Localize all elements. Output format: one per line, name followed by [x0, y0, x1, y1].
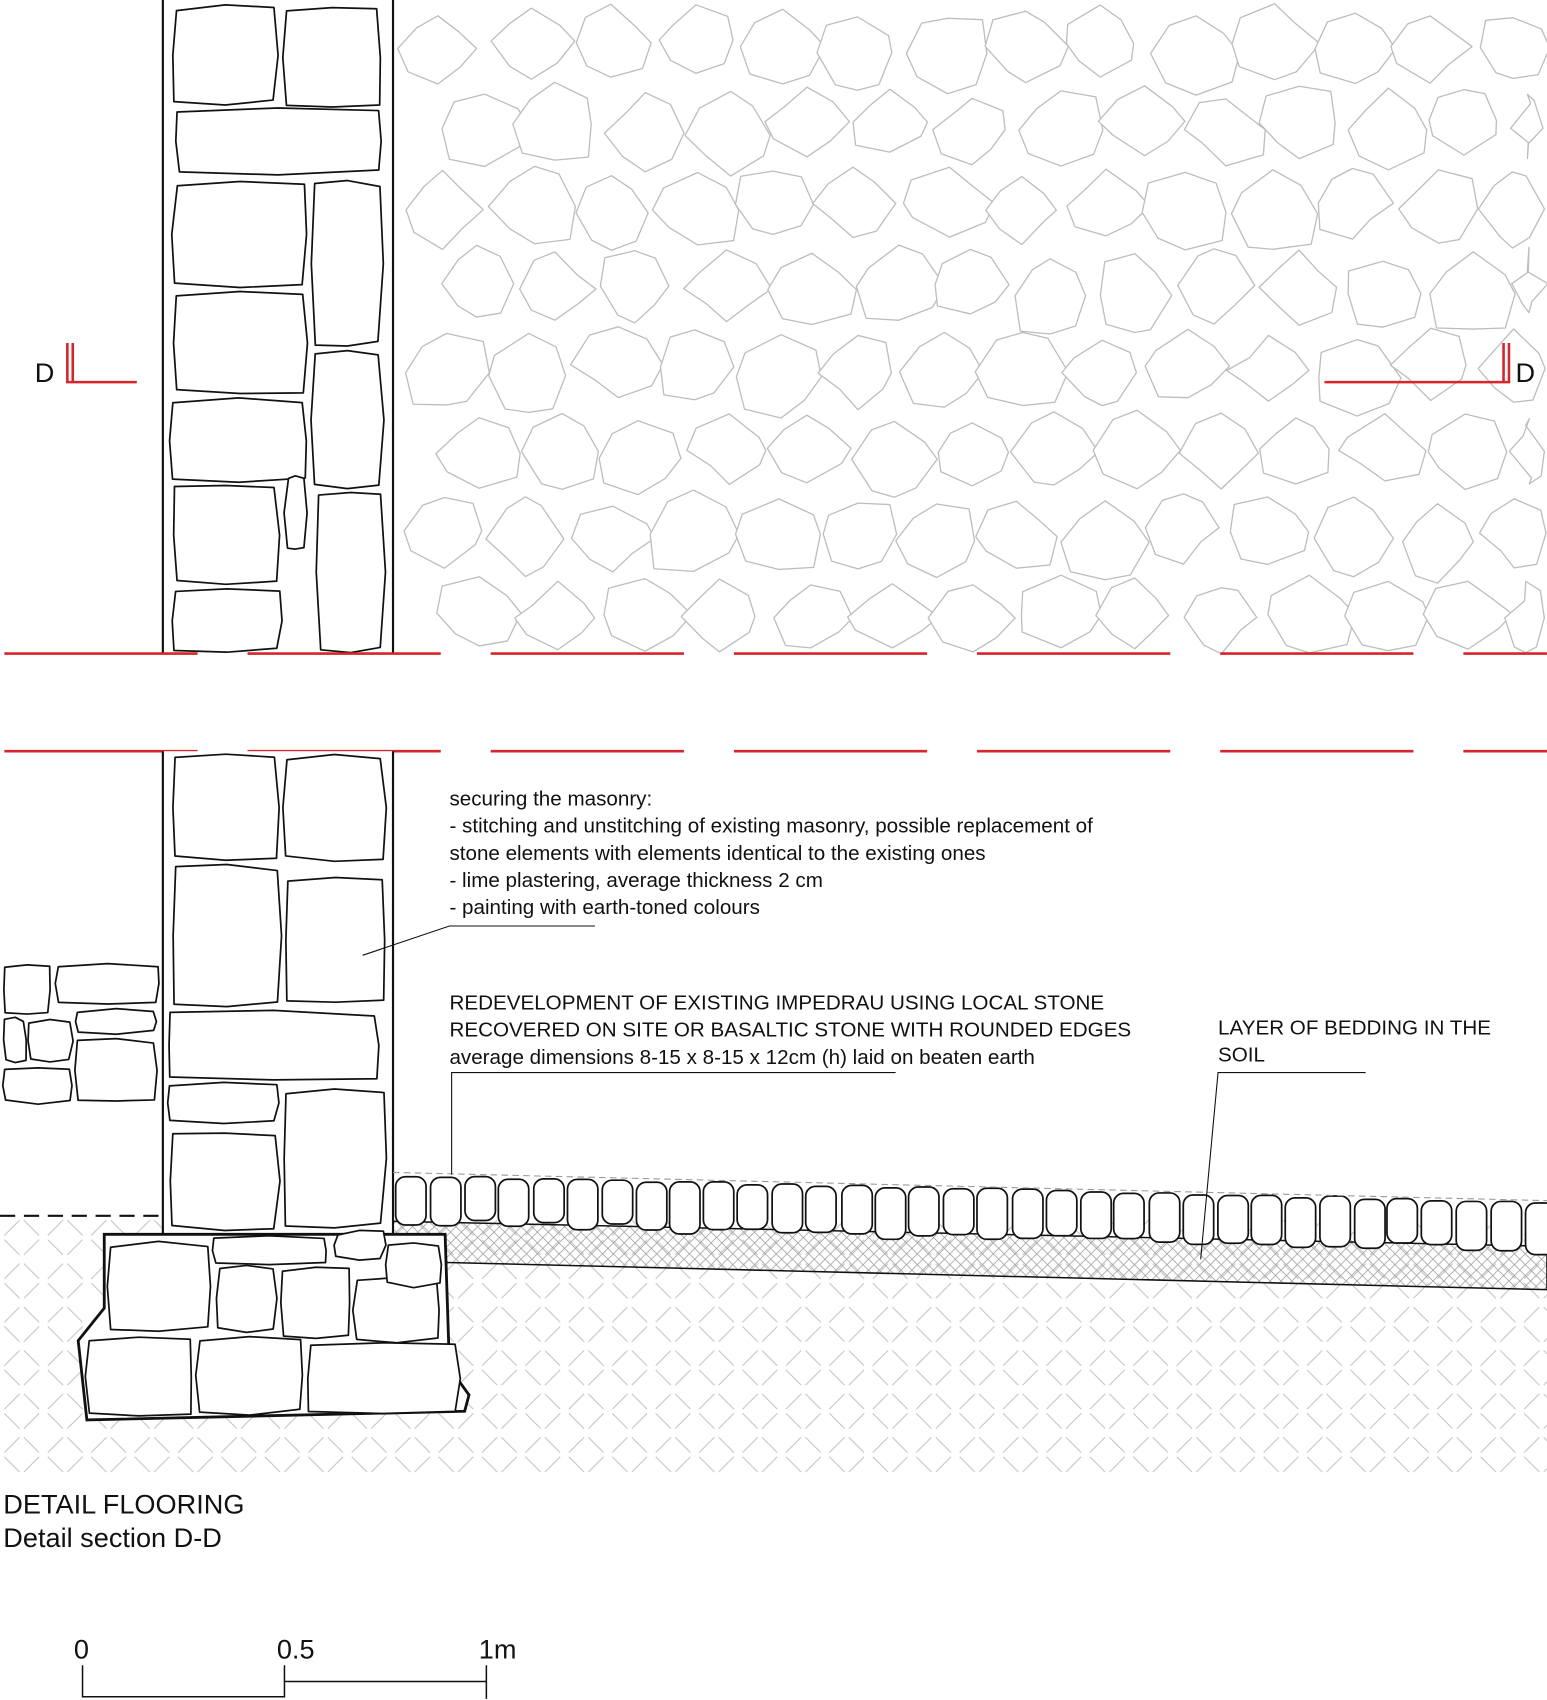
adjacent-wall-stones	[3, 964, 159, 1105]
note-line: LAYER OF BEDDING IN THE	[1218, 1016, 1491, 1040]
drawing-subtitle: Detail section D-D	[3, 1521, 222, 1553]
cobble-stone	[1081, 1192, 1111, 1238]
cobble-stone	[567, 1179, 597, 1229]
plan-stone	[1151, 16, 1240, 95]
plan-stone	[1391, 16, 1472, 83]
plan-paving-stones	[398, 4, 1547, 654]
cobble-stone	[1013, 1189, 1043, 1238]
plan-stone	[1505, 581, 1545, 652]
plan-stone	[1314, 497, 1393, 577]
scale-label-1m: 1m	[478, 1633, 517, 1665]
plan-stone	[437, 577, 521, 646]
plan-stone	[1096, 578, 1169, 649]
plan-stone	[1268, 575, 1355, 653]
plan-stone	[515, 581, 595, 649]
plan-stone	[650, 490, 739, 571]
cobble-stone	[1387, 1199, 1417, 1243]
section-label-left: D	[34, 357, 55, 389]
plan-stone	[513, 82, 591, 160]
plan-stone	[1260, 418, 1329, 484]
plan-stone	[1480, 18, 1547, 79]
plan-stone	[1511, 94, 1543, 158]
cobble-stone	[1218, 1195, 1248, 1243]
plan-stone	[933, 98, 1005, 164]
plan-stone	[813, 167, 896, 237]
plan-stone	[685, 91, 770, 176]
plan-stone	[488, 166, 575, 243]
foundation-stone	[85, 1337, 191, 1416]
cobble-stone	[1183, 1195, 1213, 1244]
plan-stone	[576, 176, 648, 251]
plan-stone	[1318, 169, 1393, 240]
plan-stone	[1184, 588, 1257, 654]
wall-stone	[174, 292, 308, 394]
wall-stone	[173, 865, 281, 1007]
plan-stone	[928, 585, 1015, 652]
plan-stone	[848, 584, 939, 648]
plan-stone	[1184, 99, 1265, 166]
plan-stone	[1259, 86, 1335, 158]
cobble-stone	[977, 1188, 1007, 1239]
plan-stone	[404, 497, 482, 568]
plan-stone	[436, 418, 520, 488]
leader-redevelopment	[452, 1073, 896, 1175]
cobble-stone	[703, 1182, 733, 1230]
plan-stone	[1232, 4, 1320, 80]
adjacent-stone	[55, 964, 159, 1004]
plan-stone	[1423, 581, 1512, 649]
cobble-stone	[1355, 1199, 1385, 1248]
plan-stone	[1348, 88, 1426, 170]
plan-stone	[687, 414, 766, 485]
cobble-stone	[636, 1182, 666, 1230]
cobble-stone	[431, 1177, 461, 1225]
drawing-title: DETAIL FLOORING	[3, 1488, 245, 1520]
plan-stone	[1179, 413, 1258, 489]
foundation-stone	[281, 1267, 350, 1338]
plan-stone	[1348, 261, 1421, 327]
cobble-stone	[842, 1185, 872, 1234]
plan-stone	[774, 585, 853, 648]
cobble-stone	[772, 1184, 802, 1233]
plan-stone	[1315, 13, 1395, 83]
plan-stone	[571, 327, 663, 398]
plan-stone	[1093, 410, 1180, 488]
plan-stone	[817, 17, 892, 90]
plan-stone	[1512, 247, 1547, 312]
plan-stone	[818, 335, 891, 409]
plan-stone	[571, 506, 654, 572]
plan-stone	[1098, 86, 1184, 156]
foundation-stone	[386, 1243, 442, 1288]
section-mark-left	[35, 343, 137, 388]
plan-stone	[1390, 328, 1466, 400]
plan-stone	[406, 170, 483, 249]
plan-stone	[1428, 414, 1506, 489]
section-label-right: D	[1515, 357, 1536, 389]
plan-stone	[442, 245, 514, 317]
plan-stone	[1227, 335, 1309, 401]
plan-stone	[852, 421, 938, 497]
cobble-stone	[498, 1179, 528, 1226]
section-wall-stones	[168, 754, 387, 1230]
adjacent-stone	[75, 1039, 157, 1101]
note-line: stone elements with elements identical to the existing ones	[449, 841, 986, 865]
note-line: REDEVELOPMENT OF EXISTING IMPEDRAU USING LOCAL STONE	[449, 991, 1105, 1015]
plan-stone	[1011, 412, 1099, 485]
adjacent-stone	[3, 1068, 72, 1104]
plan-stone	[1430, 252, 1515, 329]
adjacent-stone	[28, 1019, 73, 1061]
plan-stone	[1019, 91, 1103, 166]
plan-stone	[735, 171, 813, 234]
plan-stone	[765, 87, 849, 157]
plan-stone	[520, 252, 596, 320]
note-line: - stitching and unstitching of existing masonry, possible replacement of	[449, 814, 1093, 838]
plan-stone	[976, 501, 1057, 568]
wall-stone	[172, 589, 282, 652]
plan-stone	[604, 93, 684, 172]
foundation-stones	[85, 1230, 460, 1415]
note-masonry	[449, 787, 1093, 919]
plan-stone	[660, 330, 733, 400]
plan-stone	[652, 173, 738, 245]
plan-stone	[576, 4, 651, 77]
wall-stone	[168, 1082, 279, 1123]
cobble-stone	[1456, 1201, 1486, 1250]
plan-stone	[740, 9, 825, 84]
plan-stone	[1100, 254, 1171, 333]
plan-stone	[975, 332, 1068, 405]
plan-stone	[896, 504, 975, 577]
cobble-stone	[465, 1177, 495, 1221]
plan-stone	[1480, 499, 1546, 568]
cobble-stone	[534, 1179, 564, 1223]
adjacent-stone	[4, 965, 50, 1014]
cobble-stone	[1421, 1201, 1451, 1245]
plan-stone	[985, 11, 1068, 82]
wall-stone	[286, 877, 385, 1002]
wall-stone	[170, 1133, 280, 1230]
adjacent-stone	[76, 1009, 157, 1035]
plan-stone	[521, 414, 598, 490]
cobble-stone	[909, 1187, 939, 1236]
plan-stone	[681, 579, 755, 652]
plan-stone	[899, 332, 983, 407]
plan-stone	[1403, 504, 1474, 583]
note-bedding	[1218, 1017, 1491, 1067]
plan-stone	[1178, 249, 1255, 324]
foundation-stone	[353, 1278, 439, 1343]
plan-stone	[1145, 329, 1229, 397]
cobble-stone	[1251, 1195, 1281, 1244]
plan-stone	[1345, 581, 1429, 650]
leader-masonry	[363, 926, 595, 955]
plan-stone	[491, 8, 575, 79]
scale-bar	[74, 1634, 517, 1699]
plan-stone	[1015, 259, 1086, 334]
cobble-stone	[1046, 1190, 1076, 1235]
cobble-stone	[875, 1188, 905, 1239]
cobble-stone	[737, 1185, 767, 1229]
foundation-stone	[212, 1236, 326, 1265]
wall-stone	[283, 754, 386, 861]
cobble-stone	[670, 1182, 700, 1234]
plan-stone	[1339, 414, 1426, 481]
plan-stone	[1142, 172, 1226, 250]
wall-stone	[284, 1089, 386, 1228]
cobble-stone	[1114, 1193, 1144, 1238]
wall-stone	[173, 754, 279, 860]
plan-stone	[736, 499, 821, 570]
plan-stone	[1145, 494, 1219, 564]
wall-stone	[174, 486, 280, 585]
wall-stone	[284, 476, 307, 549]
plan-stone	[1478, 172, 1544, 248]
plan-stone	[486, 497, 564, 577]
section-view	[0, 751, 1547, 1474]
plan-stone	[1021, 575, 1101, 648]
plan-stone	[599, 421, 681, 495]
plan-stone	[1429, 90, 1496, 155]
cobble-stone	[1526, 1203, 1547, 1255]
plan-stone	[768, 253, 857, 324]
foundation-stone	[308, 1343, 461, 1414]
plan-stone	[604, 579, 692, 652]
wall-stone	[283, 8, 381, 107]
foundation-stone	[196, 1337, 303, 1415]
note-line: average dimensions 8-15 x 8-15 x 12cm (h) laid on beaten earth	[449, 1045, 1035, 1069]
plan-view	[4, 0, 1547, 654]
plan-stone	[1230, 497, 1308, 564]
plan-stone	[906, 18, 986, 93]
cobble-stone	[602, 1180, 632, 1224]
cobble-stone	[943, 1189, 973, 1235]
plan-stone	[736, 335, 821, 418]
note-redevelopment	[449, 992, 1131, 1069]
plan-stone	[853, 89, 927, 152]
plan-stone	[659, 5, 733, 73]
wall-stone	[311, 351, 384, 489]
plan-stone	[398, 16, 477, 84]
note-line: SOIL	[1218, 1043, 1266, 1067]
plan-stone	[856, 245, 945, 320]
scale-label-half: 0.5	[276, 1633, 315, 1665]
plan-stone	[1509, 419, 1544, 484]
plan-stone	[1061, 501, 1149, 580]
foundation-stone	[107, 1241, 210, 1331]
cobble-stone	[1285, 1198, 1315, 1248]
plan-stone	[767, 415, 851, 483]
foundation-stone	[216, 1265, 276, 1332]
plan-stone	[1259, 250, 1336, 325]
plan-stone	[938, 423, 1008, 486]
wall-stone	[311, 181, 383, 346]
plan-stone	[935, 249, 1009, 314]
plan-stone	[1067, 169, 1149, 236]
plan-stone	[823, 503, 896, 569]
cobble-stone	[396, 1177, 426, 1225]
wall-stone	[176, 108, 381, 175]
cobble-stone	[806, 1186, 836, 1232]
note-line: securing the masonry:	[449, 787, 653, 811]
foundation-stone	[334, 1230, 386, 1260]
note-line: - lime plastering, average thickness 2 cm	[449, 868, 823, 892]
adjacent-stone	[4, 1017, 27, 1062]
cobble-stone	[1320, 1196, 1350, 1247]
plan-stone	[406, 333, 490, 405]
plan-stone	[1319, 340, 1401, 416]
cobble-stone	[1149, 1193, 1179, 1242]
cobble-stone	[1491, 1201, 1521, 1250]
note-line: RECOVERED ON SITE OR BASALTIC STONE WITH ROUNDED EDGES	[449, 1018, 1132, 1042]
scale-label-0: 0	[73, 1633, 89, 1665]
plan-stone	[986, 177, 1057, 245]
plan-stone	[600, 251, 669, 323]
plan-stone	[489, 333, 566, 412]
wall-stone	[316, 493, 385, 653]
plan-stone	[903, 167, 994, 237]
plan-stone	[1066, 5, 1133, 77]
wall-stone	[170, 398, 307, 482]
wall-stone	[173, 5, 278, 105]
plan-stone	[684, 250, 772, 322]
note-line: - painting with earth-toned colours	[449, 896, 760, 920]
wall-stone	[172, 182, 307, 288]
wall-stone	[169, 1010, 379, 1079]
plan-stone	[1232, 170, 1318, 250]
plan-stone	[1062, 340, 1137, 405]
plan-stone	[1399, 170, 1478, 243]
